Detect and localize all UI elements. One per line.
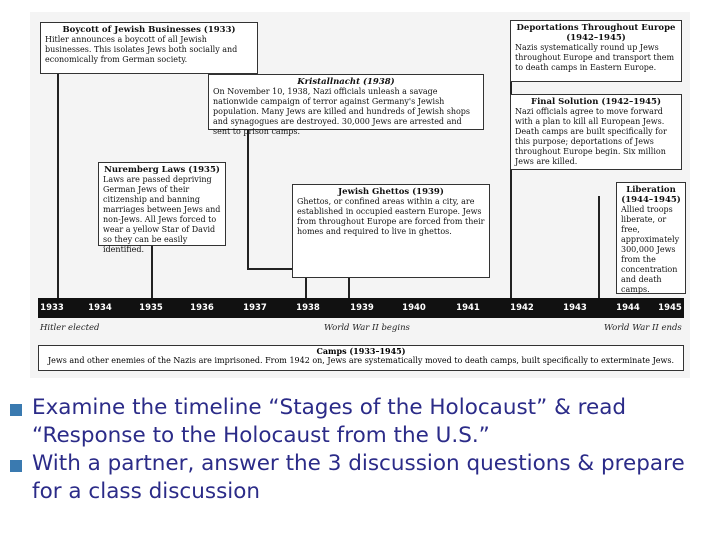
year-bar <box>38 298 684 318</box>
year-label: 1945 <box>658 303 682 313</box>
ghettos-box <box>292 184 490 278</box>
liberation-title: Liberation (1944–1945) <box>621 185 681 205</box>
camps-body: Jews and other enemies of the Nazis are imprisoned. From 1942 on, Jews are systematically moved to death camps, built specifically to exterminate Jews. <box>47 356 675 365</box>
final-solution-box <box>510 94 682 170</box>
boycott-body: Hitler announces a boycott of all Jewish businesses. This isolates Jews both socially and economically from German society. <box>45 35 238 64</box>
year-label: 1944 <box>616 303 640 313</box>
nuremberg-box <box>98 162 226 254</box>
connector-boycott <box>57 74 59 300</box>
year-label: 1942 <box>510 303 534 313</box>
liberation-box <box>616 182 686 294</box>
connector-liberation <box>598 196 600 300</box>
ghettos-title: Jewish Ghettos (1939) <box>338 187 444 197</box>
bullet-list <box>4 394 720 506</box>
year-label: 1939 <box>350 303 374 313</box>
bullet-text: With a partner, answer the 3 discussion questions & prepare for a class discussion <box>32 451 685 504</box>
bullet-item <box>4 394 720 450</box>
final-solution-body: Nazi officials agree to move forward with a plan to kill all European Jews. Death camps are built specifically for this purpose; deportations of Jews throughout Europe begin. Six million Jews are killed. <box>515 107 667 166</box>
square-bullet-icon <box>10 404 22 416</box>
year-label: 1937 <box>243 303 267 313</box>
ghettos-body: Ghettos, or confined areas within a city, are established in occupied eastern Europe. Jews from throughout Europe are forced from their homes and required to live in ghettos. <box>297 197 485 236</box>
kristallnacht-box <box>208 74 484 136</box>
year-label: 1934 <box>88 303 112 313</box>
year-label: 1933 <box>40 303 64 313</box>
kristallnacht-body: On November 10, 1938, Nazi officials unleash a savage nationwide campaign of terror against Germany's Jewish population. Many Jews are killed and hundreds of Jewish shops and synagogues are destroyed. 30,000 Jews are arrested and sent to prison camps. <box>213 87 471 136</box>
year-label: 1941 <box>456 303 480 313</box>
connector-kristall <box>247 129 249 270</box>
final-solution-title: Final Solution (1942–1945) <box>531 97 661 107</box>
bullet-text: Examine the timeline “Stages of the Holocaust” & read “Response to the Holocaust from the U.S.” <box>32 395 627 448</box>
nuremberg-title: Nuremberg Laws (1935) <box>104 165 220 175</box>
liberation-body: Allied troops liberate, or free, approximately 300,000 Jews from the concentration and death camps. <box>621 205 680 294</box>
event-war-ends: World War II ends <box>604 323 682 333</box>
camps-box <box>38 345 684 371</box>
event-war-begins: World War II begins <box>324 323 410 333</box>
nuremberg-body: Laws are passed depriving German Jews of their citizenship and banning marriages between Jews and non-Jews. All Jews forced to wear a yellow Star of David so they can be easily identified. <box>103 175 221 254</box>
kristallnacht-title: Kristallnacht (1938) <box>297 77 395 87</box>
year-label: 1938 <box>296 303 320 313</box>
boycott-box <box>40 22 258 74</box>
year-label: 1943 <box>563 303 587 313</box>
deportations-title: Deportations Throughout Europe (1942–1945) <box>516 23 676 43</box>
connector-ghettos <box>348 276 350 300</box>
square-bullet-icon <box>10 460 22 472</box>
event-hitler-elected: Hitler elected <box>40 323 100 333</box>
bullet-item <box>4 450 720 506</box>
year-label: 1935 <box>139 303 163 313</box>
boycott-title: Boycott of Jewish Businesses (1933) <box>62 25 236 35</box>
deportations-box <box>510 20 682 82</box>
camps-title: Camps (1933–1945) <box>316 346 406 356</box>
year-label: 1940 <box>402 303 426 313</box>
timeline-image <box>30 12 690 378</box>
deportations-body: Nazis systematically round up Jews throughout Europe and transport them to death camps in Eastern Europe. <box>515 43 675 72</box>
year-label: 1936 <box>190 303 214 313</box>
